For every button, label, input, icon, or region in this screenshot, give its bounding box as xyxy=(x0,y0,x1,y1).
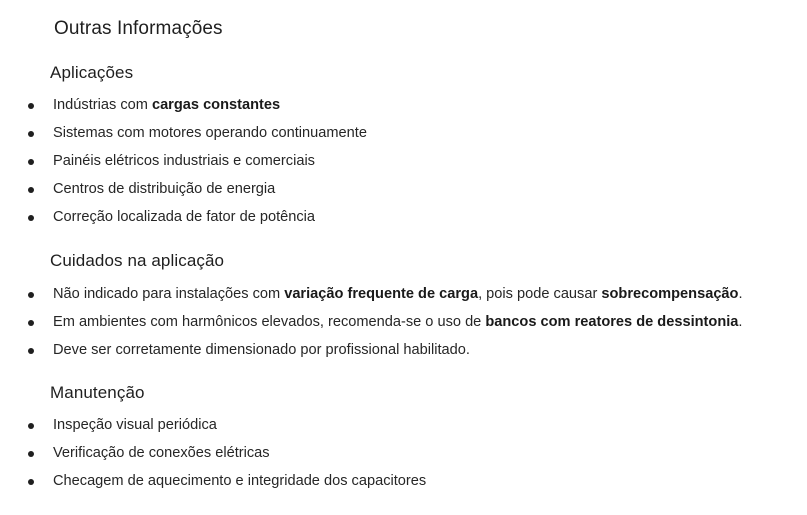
list-item xyxy=(0,91,807,119)
item-bold-text: variação frequente de carga xyxy=(284,286,479,302)
bullet-icon xyxy=(28,479,34,485)
list-item xyxy=(0,308,807,336)
item-text: Correção localizada de fator de potência xyxy=(53,209,316,225)
bullet-icon xyxy=(28,348,34,354)
list-cuidados xyxy=(0,280,807,364)
item-text: Indústrias com xyxy=(53,97,152,113)
list-aplicacoes xyxy=(0,91,807,231)
list-item xyxy=(0,119,807,147)
section-heading-cuidados: Cuidados na aplicação xyxy=(50,251,225,270)
item-text: Checagem de aquecimento e integridade dos capacitores xyxy=(53,473,427,489)
item-bold-text: bancos com reatores de dessintonia xyxy=(485,314,739,330)
bullet-icon xyxy=(28,131,34,137)
list-item xyxy=(0,175,807,203)
list-item xyxy=(0,439,807,467)
item-bold-text: sobrecompensação xyxy=(601,286,739,302)
list-item xyxy=(0,280,807,308)
bullet-icon xyxy=(28,292,34,298)
item-text: Painéis elétricos industriais e comerciais xyxy=(53,153,315,169)
bullet-icon xyxy=(28,320,34,326)
page-title: Outras Informações xyxy=(54,18,223,39)
item-text: , pois pode causar xyxy=(478,286,602,302)
list-item xyxy=(0,336,807,364)
item-text: Centros de distribuição de energia xyxy=(53,181,276,197)
bullet-icon xyxy=(28,187,34,193)
bullet-icon xyxy=(28,159,34,165)
list-item xyxy=(0,467,807,495)
list-item xyxy=(0,411,807,439)
bullet-icon xyxy=(28,451,34,457)
item-text: Deve ser corretamente dimensionado por profissional habilitado. xyxy=(53,342,470,358)
item-text: . xyxy=(738,286,743,302)
section-heading-manutencao: Manutenção xyxy=(50,383,145,402)
item-text: Não indicado para instalações com xyxy=(53,286,285,302)
item-text: Verificação de conexões elétricas xyxy=(53,445,270,461)
item-text: Sistemas com motores operando continuamente xyxy=(53,125,367,141)
bullet-icon xyxy=(28,423,34,429)
section-heading-aplicacoes: Aplicações xyxy=(50,63,134,82)
list-manutencao xyxy=(0,411,807,495)
list-item xyxy=(0,147,807,175)
list-item xyxy=(0,203,807,231)
item-bold-text: cargas constantes xyxy=(151,97,281,113)
item-text: Inspeção visual periódica xyxy=(53,417,217,433)
item-text: Em ambientes com harmônicos elevados, recomenda-se o uso de xyxy=(53,314,486,330)
item-text: . xyxy=(738,314,743,330)
bullet-icon xyxy=(28,215,34,221)
bullet-icon xyxy=(28,103,34,109)
